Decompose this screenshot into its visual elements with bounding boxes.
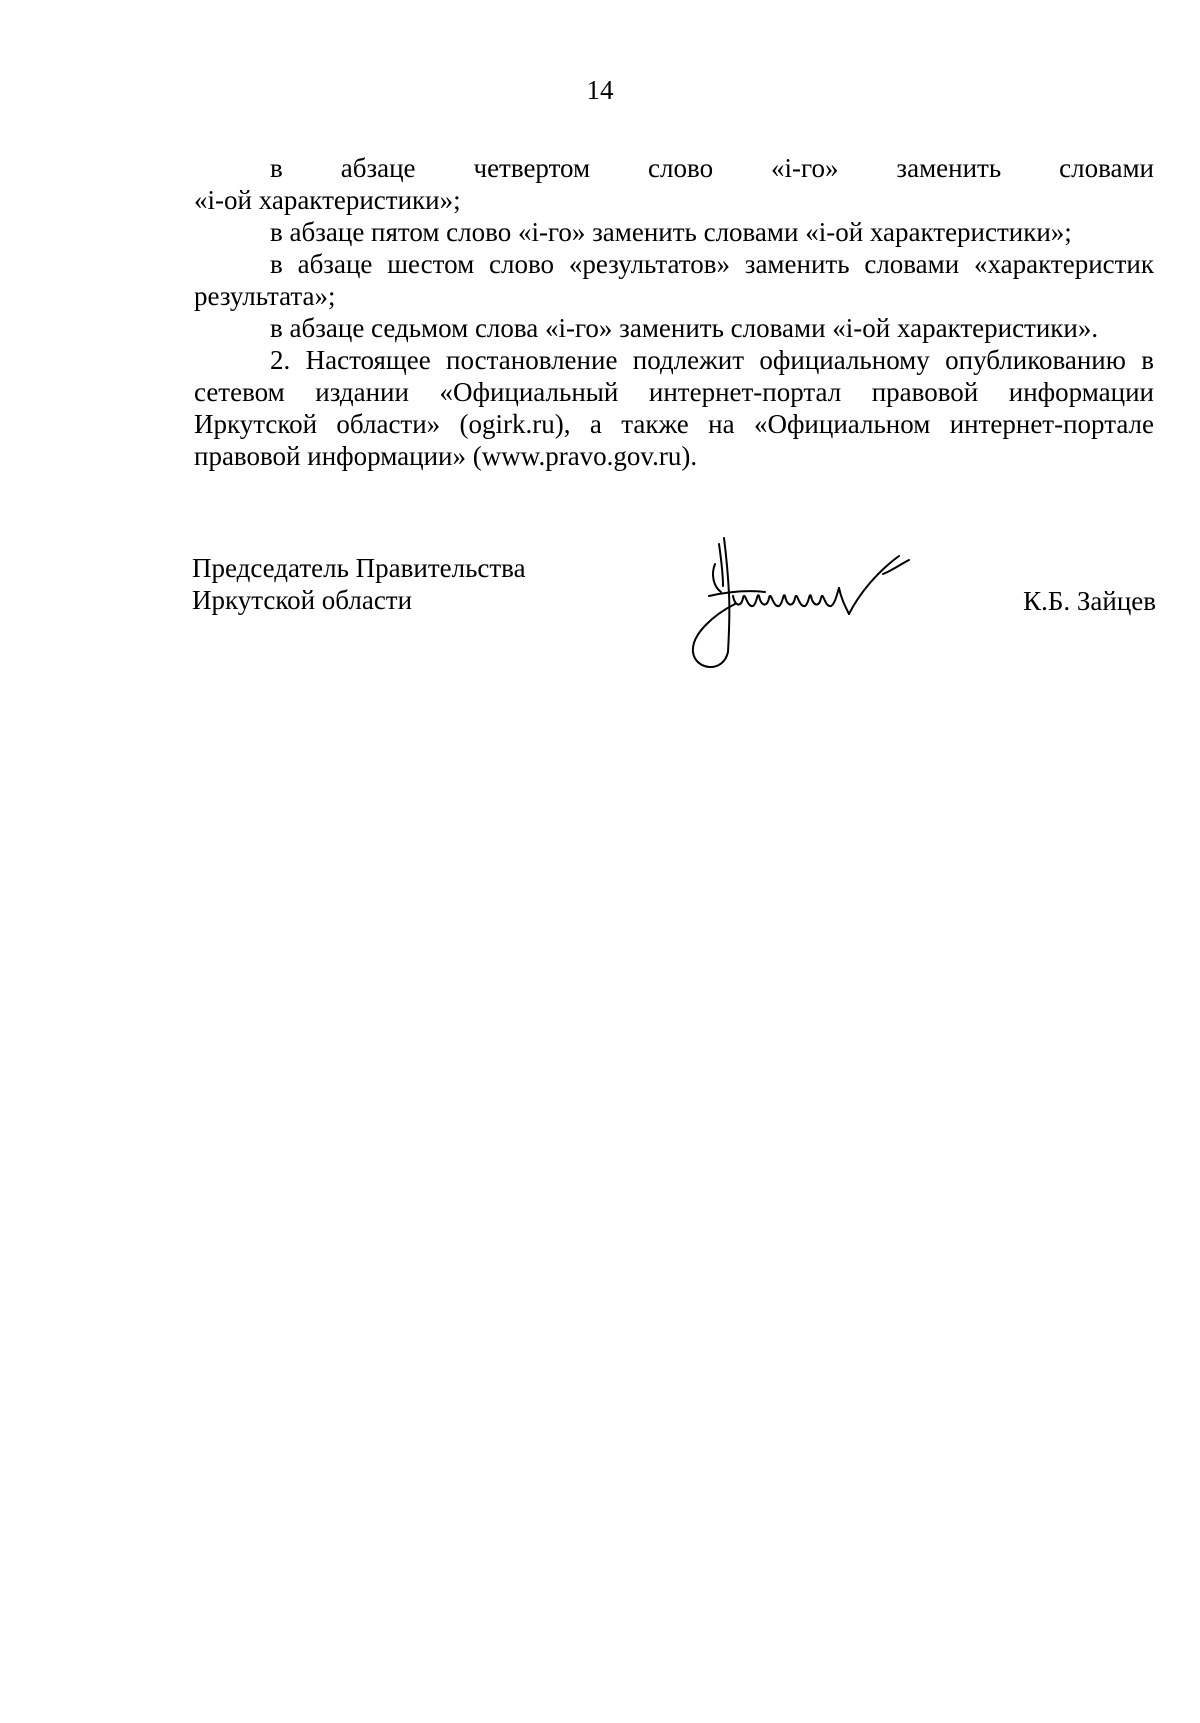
signer-position-line2: Иркутской области xyxy=(192,585,413,615)
document-body xyxy=(194,152,1154,472)
signer-name: К.Б. Зайцев xyxy=(1023,586,1156,616)
signature-block xyxy=(192,552,1156,682)
signer-position xyxy=(192,552,526,616)
signer-position-line1: Председатель Правительства xyxy=(192,553,526,583)
paragraph-publication: 2. Настоящее постановление подлежит официальному опубликованию в сетевом издании «Официальный интернет-портал правовой информации Иркутской области» (ogirk.ru), а также на «Официальном интернет-портале правовой информации» (www.pravo.gov.ru). xyxy=(194,345,1154,471)
paragraph-7th-abzac: в абзаце седьмом слова «i-го» заменить словами «i-ой характеристики». xyxy=(270,313,1099,343)
paragraph-4th-abzac-continued: «i-ой характеристики»; xyxy=(194,185,461,215)
paragraph-5th-abzac: в абзаце пятом слово «i-го» заменить словами «i-ой характеристики»; xyxy=(270,217,1072,247)
handwritten-signature xyxy=(687,534,937,684)
page-number: 14 xyxy=(586,75,614,105)
paragraph-6th-abzac: в абзаце шестом слово «результатов» заменить словами «характеристик результата»; xyxy=(194,249,1154,311)
paragraph-4th-abzac: в абзаце четвертом слово «i-го» заменить словами xyxy=(270,153,1154,183)
